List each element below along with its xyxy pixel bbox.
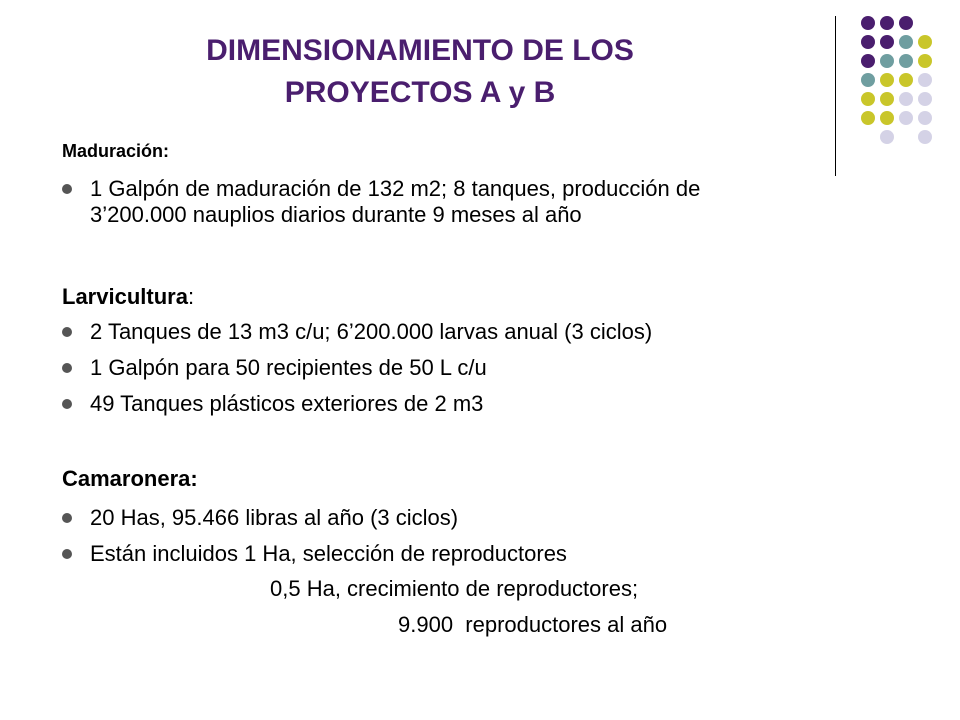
decorative-dot (899, 16, 913, 30)
list-item-text: 49 Tanques plásticos exteriores de 2 m3 (90, 391, 484, 416)
decorative-dot (899, 73, 913, 87)
decorative-dot (899, 35, 913, 49)
decorative-dot (918, 54, 932, 68)
decorative-dot (899, 54, 913, 68)
decorative-dot (861, 111, 875, 125)
bullet-icon (62, 399, 72, 409)
decorative-dot (861, 92, 875, 106)
section-heading-larvicultura (62, 284, 194, 310)
decorative-dot (918, 111, 932, 125)
decorative-dot (861, 35, 875, 49)
decorative-dot (918, 73, 932, 87)
list-item-text: Están incluidos 1 Ha, selección de reproductores (90, 541, 567, 566)
section-heading-larvicultura-colon: : (187, 284, 195, 309)
continuation-line-1: 0,5 Ha, crecimiento de reproductores; (270, 576, 639, 601)
decorative-dot (880, 35, 894, 49)
decorative-dot (918, 92, 932, 106)
bullet-icon (62, 513, 72, 523)
decorative-dot (899, 111, 913, 125)
bullet-icon (62, 363, 72, 373)
decorative-dot (880, 16, 894, 30)
list-item-text: 2 Tanques de 13 m3 c/u; 6’200.000 larvas anual (3 ciclos) (90, 319, 653, 344)
decorative-dot (880, 130, 894, 144)
decorative-dot (861, 16, 875, 30)
list-item-text-line-1: 1 Galpón de maduración de 132 m2; 8 tanques, producción de (90, 176, 701, 201)
section-heading-camaronera: Camaronera: (62, 466, 198, 491)
decorative-dot (880, 73, 894, 87)
decorative-dot (880, 111, 894, 125)
decorative-dot (861, 54, 875, 68)
decorative-dot (918, 130, 932, 144)
list-item-text: 20 Has, 95.466 libras al año (3 ciclos) (90, 505, 459, 530)
bullet-icon (62, 549, 72, 559)
decorative-dot (918, 35, 932, 49)
section-heading-larvicultura-label: Larvicultura (62, 284, 188, 309)
decorative-dot (899, 92, 913, 106)
list-item-text-line-2: 3’200.000 nauplios diarios durante 9 meses al año (90, 202, 582, 227)
continuation-line-2: 9.900 reproductores al año (398, 612, 668, 637)
bullet-icon (62, 327, 72, 337)
slide-title (120, 30, 720, 114)
decorative-dot (880, 92, 894, 106)
list-item-text: 1 Galpón para 50 recipientes de 50 L c/u (90, 355, 487, 380)
decorative-dot (861, 73, 875, 87)
decorative-dot (880, 54, 894, 68)
slide-title-line-2: PROYECTOS A y B (284, 76, 556, 109)
bullet-icon (62, 184, 72, 194)
section-heading-maduracion: Maduración: (62, 141, 170, 161)
slide-title-line-1: DIMENSIONAMIENTO DE LOS (206, 34, 634, 67)
decorative-vertical-divider (835, 16, 836, 176)
